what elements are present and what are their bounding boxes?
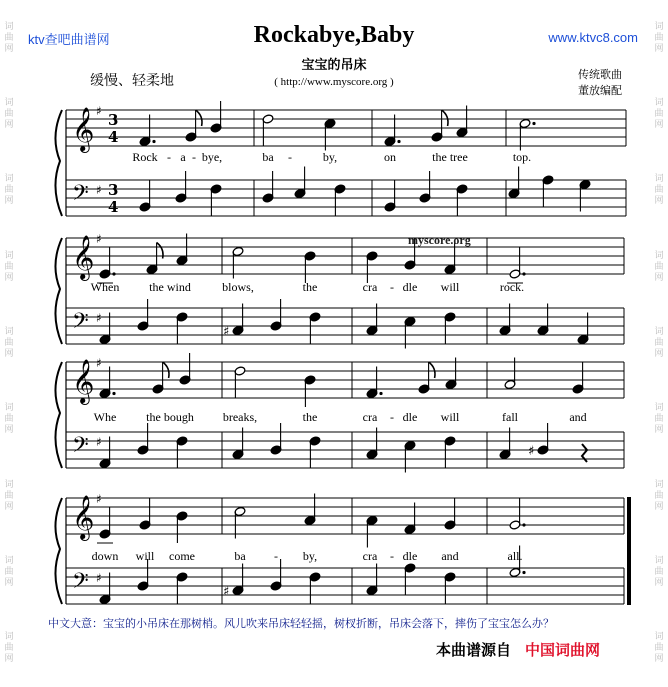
lyric-syllable: - xyxy=(274,549,278,563)
side-watermark-char: 网 xyxy=(4,425,14,436)
lyric-syllable: on xyxy=(384,150,396,164)
side-watermark-char: 网 xyxy=(4,577,14,588)
lyric-syllable: dle xyxy=(402,280,418,294)
side-watermark-char: 网 xyxy=(654,43,664,54)
side-watermark-char: 网 xyxy=(654,501,664,512)
lyric-syllable: ba xyxy=(262,150,274,164)
lyric-syllable: rock. xyxy=(499,280,525,294)
side-watermark-char: 词 xyxy=(4,21,14,32)
lyric-syllable: top. xyxy=(512,150,532,164)
eighth-flag xyxy=(196,110,202,126)
time-signature-digit: 3 xyxy=(108,111,119,129)
lyric-syllable: breaks, xyxy=(222,410,258,424)
side-watermark-char: 词 xyxy=(4,632,14,643)
lyric-syllable: down xyxy=(91,549,119,563)
key-signature-sharp: ♯ xyxy=(96,356,102,370)
augmentation-dot xyxy=(522,272,525,275)
side-watermark-char: 词 xyxy=(4,97,14,108)
time-signature-digit: 3 xyxy=(108,181,119,199)
side-watermark-char: 曲 xyxy=(654,490,664,501)
side-watermark-char: 曲 xyxy=(654,643,664,654)
side-watermark-char: 词 xyxy=(654,403,664,414)
side-watermark-char: 词 xyxy=(4,250,14,261)
side-watermark-char: 网 xyxy=(654,272,664,283)
key-signature-sharp: ♯ xyxy=(96,232,102,246)
side-watermark-char: 曲 xyxy=(654,108,664,119)
lyric-syllable: and xyxy=(441,549,459,563)
lyric-syllable: - xyxy=(390,410,394,424)
side-watermark-char: 曲 xyxy=(654,32,664,43)
side-watermark-char: 网 xyxy=(654,425,664,436)
side-watermark-char: 词 xyxy=(4,326,14,337)
side-watermark-char: 曲 xyxy=(4,414,14,425)
chinese-summary: 中文大意：宝宝的小吊床在那树梢。风儿吹来吊床轻轻摇，树杈折断，吊床会落下，摔伤了宝宝怎么办？ xyxy=(48,617,554,630)
source-site-link[interactable]: 中国词曲网 xyxy=(525,641,601,659)
key-signature-sharp: ♯ xyxy=(96,104,102,118)
treble-clef: 𝄞 xyxy=(72,235,95,279)
brace xyxy=(55,110,62,216)
sharp-accidental: ♯ xyxy=(528,444,535,459)
side-watermark-char: 词 xyxy=(4,479,14,490)
augmentation-dot xyxy=(397,140,400,143)
eighth-flag xyxy=(442,110,448,126)
side-watermark-char: 网 xyxy=(654,348,664,359)
side-watermark-char: 网 xyxy=(4,272,14,283)
lyric-syllable: fall xyxy=(502,410,518,424)
augmentation-dot xyxy=(112,392,115,395)
site-link-left[interactable]: ktv查吧曲谱网 xyxy=(28,32,110,47)
side-watermark-char: 词 xyxy=(654,632,664,643)
key-signature-sharp: ♯ xyxy=(96,183,102,197)
side-watermark-char: 曲 xyxy=(4,337,14,348)
credit-genre: 传统歌曲 xyxy=(578,68,622,81)
bass-clef: 𝄢 xyxy=(72,569,89,599)
augmentation-dot xyxy=(522,523,525,526)
lyric-syllable: the xyxy=(302,410,318,424)
side-watermark-char: 词 xyxy=(654,21,664,32)
side-watermark-char: 曲 xyxy=(654,337,664,348)
source-url: ( http://www.myscore.org ) xyxy=(274,76,394,88)
brace xyxy=(55,238,62,344)
lyric-syllable: Rock xyxy=(132,150,158,164)
treble-clef: 𝄞 xyxy=(72,495,95,539)
side-watermark-char: 曲 xyxy=(4,490,14,501)
lyric-syllable: cra xyxy=(362,410,378,424)
lyric-syllable: come xyxy=(169,549,195,563)
lyric-syllable: will xyxy=(440,280,460,294)
song-subtitle: 宝宝的吊床 xyxy=(301,58,367,73)
lyric-syllable: by, xyxy=(322,150,338,164)
side-watermark-char: 词 xyxy=(654,250,664,261)
side-watermark-char: 曲 xyxy=(4,108,14,119)
eighth-flag xyxy=(163,362,169,378)
tempo-marking: 缓慢、轻柔地 xyxy=(90,73,174,89)
key-signature-sharp: ♯ xyxy=(96,311,102,325)
side-watermark-char: 词 xyxy=(4,555,14,566)
side-watermark-char: 词 xyxy=(654,97,664,108)
side-watermark-char: 网 xyxy=(4,348,14,359)
source-label: 本曲谱源自 xyxy=(436,641,512,659)
brace xyxy=(55,362,62,468)
treble-clef: 𝄞 xyxy=(72,107,95,151)
lyric-syllable: the bough xyxy=(146,410,194,424)
bass-clef: 𝄢 xyxy=(72,433,89,463)
lyric-syllable: - xyxy=(167,150,171,164)
side-watermark-char: 网 xyxy=(4,119,14,130)
side-watermark-char: 曲 xyxy=(654,261,664,272)
treble-clef: 𝄞 xyxy=(72,359,95,403)
lyric-syllable: Whe xyxy=(93,410,117,424)
lyric-syllable: dle xyxy=(402,410,418,424)
augmentation-dot xyxy=(532,122,535,125)
augmentation-dot xyxy=(152,140,155,143)
lyric-syllable: ba xyxy=(234,549,246,563)
sharp-accidental: ♯ xyxy=(223,324,230,340)
side-watermark-char: 曲 xyxy=(654,185,664,196)
side-watermark-char: 网 xyxy=(654,119,664,130)
side-watermark-char: 曲 xyxy=(654,566,664,577)
side-watermark-char: 曲 xyxy=(4,185,14,196)
lyric-syllable: bye, xyxy=(201,150,223,164)
side-watermark-char: 词 xyxy=(654,479,664,490)
time-signature-digit: 4 xyxy=(108,128,119,146)
side-watermark-char: 网 xyxy=(4,654,14,665)
lyric-syllable: a xyxy=(180,150,186,164)
side-watermark-char: 网 xyxy=(4,43,14,54)
side-watermark-char: 词 xyxy=(654,326,664,337)
lyric-syllable: all. xyxy=(507,549,523,563)
bass-clef: 𝄢 xyxy=(72,181,89,211)
augmentation-dot xyxy=(379,392,382,395)
augmentation-dot xyxy=(112,272,115,275)
lyric-syllable: - xyxy=(288,150,292,164)
lyric-syllable: dle xyxy=(402,549,418,563)
lyric-syllable: cra xyxy=(362,280,378,294)
lyric-syllable: - xyxy=(390,280,394,294)
side-watermark-char: 网 xyxy=(654,654,664,665)
lyric-syllable: - xyxy=(192,150,196,164)
side-watermark-char: 曲 xyxy=(654,414,664,425)
side-watermark-char: 网 xyxy=(654,196,664,207)
brace xyxy=(55,498,62,604)
time-signature-digit: 4 xyxy=(108,198,119,216)
site-link-right[interactable]: www.ktvc8.com xyxy=(548,30,638,45)
credit-arranger: 董放编配 xyxy=(578,84,622,97)
source-credit xyxy=(436,639,600,660)
key-signature-sharp: ♯ xyxy=(96,435,102,449)
key-signature-sharp: ♯ xyxy=(96,571,102,585)
lyric-syllable: cra xyxy=(362,549,378,563)
lyric-syllable: the xyxy=(302,280,318,294)
lyric-syllable: the tree xyxy=(432,150,468,164)
lyric-syllable: will xyxy=(440,410,460,424)
augmentation-dot xyxy=(522,571,525,574)
side-watermark-char: 曲 xyxy=(4,261,14,272)
sharp-accidental: ♯ xyxy=(223,584,230,600)
lyric-syllable: - xyxy=(390,549,394,563)
lyric-syllable: the wind xyxy=(149,280,191,294)
side-watermark-char: 词 xyxy=(4,403,14,414)
side-watermark-char: 词 xyxy=(4,174,14,185)
watermark-text: myscore.org xyxy=(408,233,471,247)
side-watermark-char: 词 xyxy=(654,555,664,566)
side-watermark-char: 曲 xyxy=(4,32,14,43)
lyric-syllable: will xyxy=(135,549,155,563)
key-signature-sharp: ♯ xyxy=(96,492,102,506)
side-watermark-char: 网 xyxy=(4,196,14,207)
side-watermark-char: 网 xyxy=(654,577,664,588)
side-watermark-char: 网 xyxy=(4,501,14,512)
lyric-syllable: and xyxy=(569,410,587,424)
lyric-syllable: blows, xyxy=(222,280,254,294)
side-watermark-char: 曲 xyxy=(4,643,14,654)
side-watermark-char: 曲 xyxy=(4,566,14,577)
final-barline xyxy=(627,497,631,605)
side-watermark-char: 词 xyxy=(654,174,664,185)
lyric-syllable: When xyxy=(90,280,120,294)
bass-clef: 𝄢 xyxy=(72,309,89,339)
eighth-flag xyxy=(429,362,435,378)
song-title: Rockabye,Baby xyxy=(253,22,415,48)
lyric-syllable: by, xyxy=(302,549,318,563)
